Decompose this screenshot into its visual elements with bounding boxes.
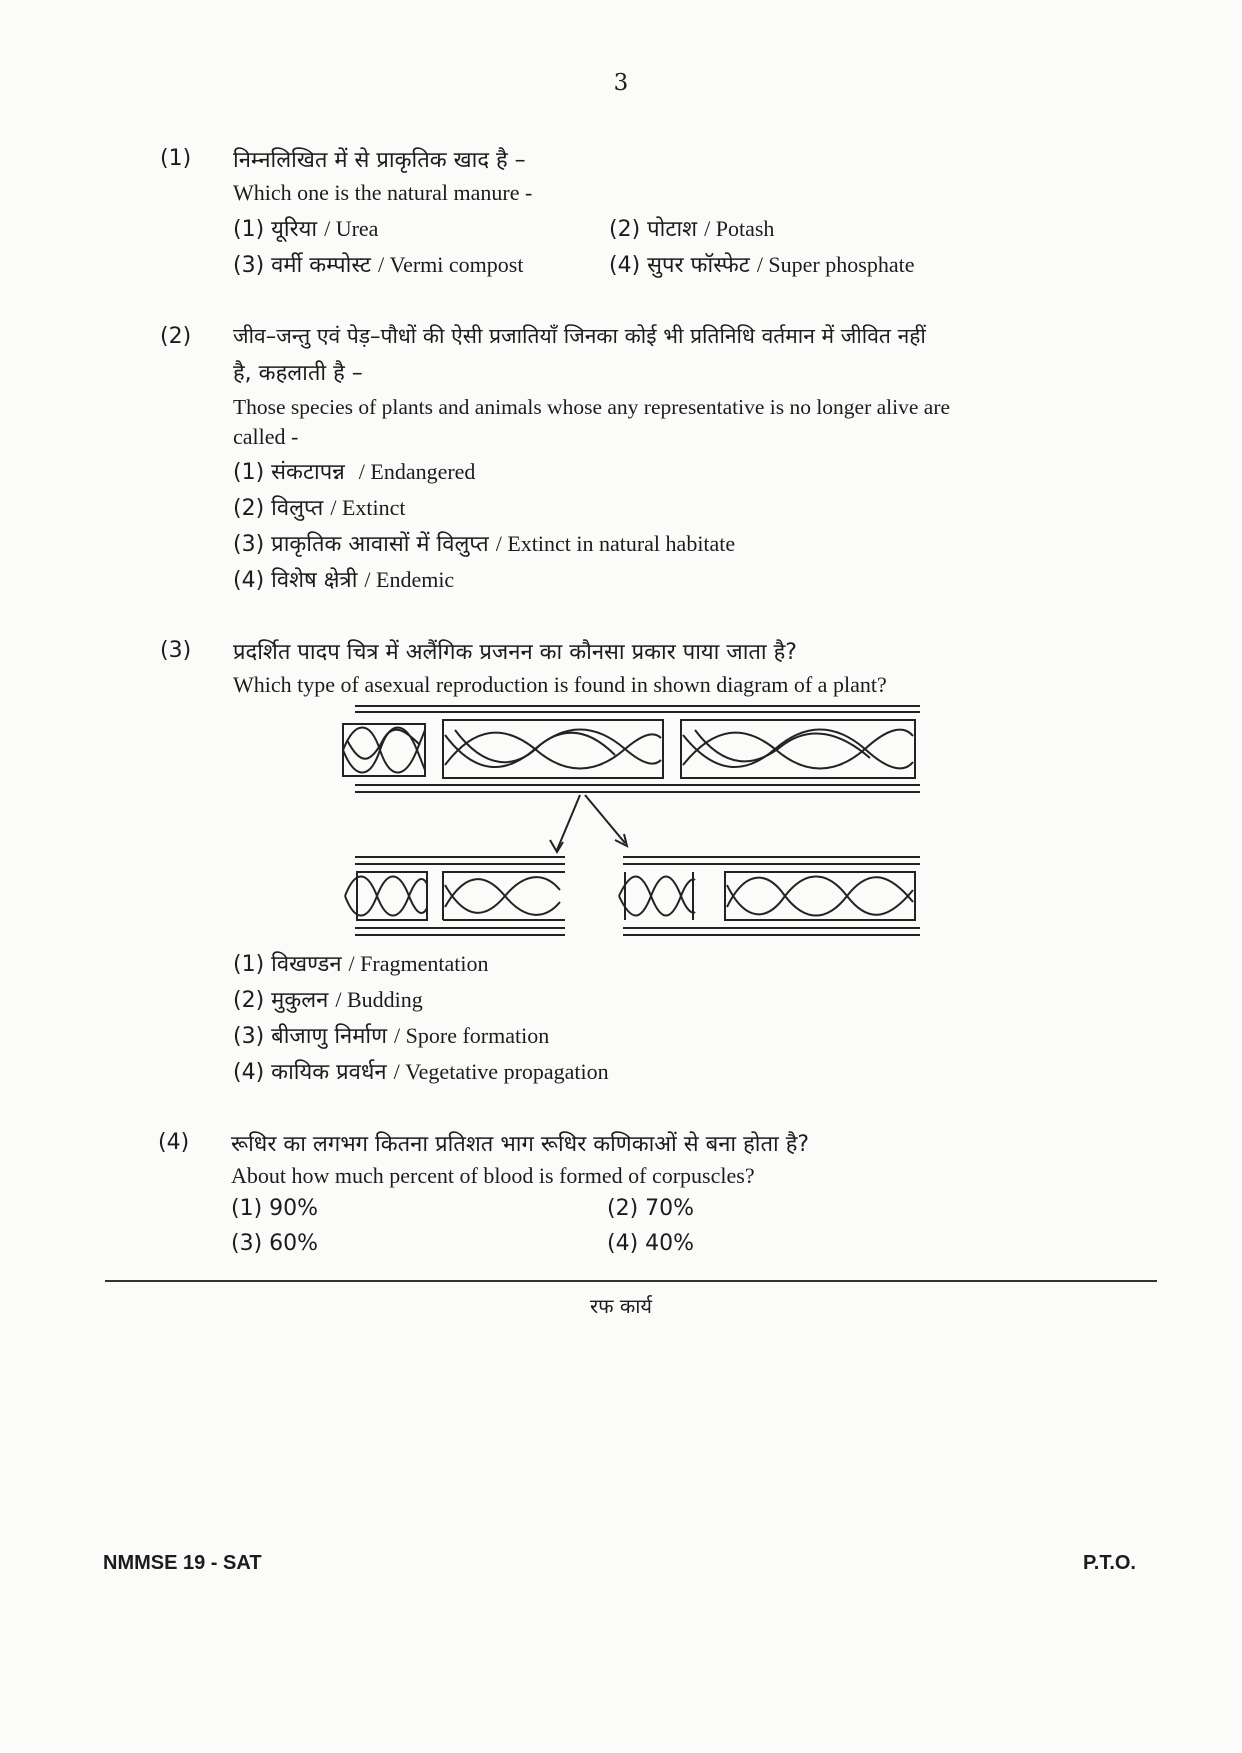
question-hindi: निम्नलिखित में से प्राकृतिक खाद है – bbox=[233, 148, 526, 173]
option-3[interactable]: (3) वर्मी कम्पोस्ट / Vermi compost bbox=[233, 252, 524, 278]
question-english: Which type of asexual reproduction is found in shown diagram of a plant? bbox=[233, 672, 887, 697]
question-english-line1: Those species of plants and animals whose any representative is no longer alive are bbox=[233, 395, 951, 419]
footer-exam-code: NMMSE 19 - SAT bbox=[103, 1552, 262, 1574]
option-2[interactable]: (2) पोटाश / Potash bbox=[609, 216, 775, 242]
question-hindi: प्रदर्शित पादप चित्र में अलैंगिक प्रजनन का कौनसा प्रकार पाया जाता है? bbox=[233, 640, 797, 665]
option-2[interactable]: (2) 70% bbox=[607, 1196, 695, 1221]
question-hindi-line1: जीव–जन्तु एवं पेड़–पौधों की ऐसी प्रजातियाँ जिनका कोई भी प्रतिनिधि वर्तमान में जीवित नहीं bbox=[233, 324, 926, 348]
footer-pto: P.T.O. bbox=[1083, 1552, 1136, 1574]
question-number: (2) bbox=[160, 324, 192, 349]
question-number: (3) bbox=[160, 638, 192, 663]
option-1[interactable]: (1) संकटापन्न / Endangered bbox=[233, 459, 476, 485]
question-number: (4) bbox=[158, 1130, 190, 1155]
option-1[interactable]: (1) 90% bbox=[231, 1196, 319, 1221]
option-3[interactable]: (3) प्राकृतिक आवासों में विलुप्त / Extinct in natural habitate bbox=[233, 531, 736, 557]
option-4[interactable]: (4) कायिक प्रवर्धन / Vegetative propagation bbox=[233, 1059, 609, 1085]
divider bbox=[105, 1280, 1157, 1282]
question-english: About how much percent of blood is formed of corpuscles? bbox=[231, 1163, 755, 1188]
rough-work-label: रफ कार्य bbox=[589, 1294, 653, 1318]
question-english: Which one is the natural manure - bbox=[233, 180, 533, 205]
question-english-line2: called - bbox=[233, 424, 299, 449]
option-3[interactable]: (3) 60% bbox=[231, 1231, 319, 1256]
option-2[interactable]: (2) विलुप्त / Extinct bbox=[233, 495, 406, 521]
option-4[interactable]: (4) 40% bbox=[607, 1231, 695, 1256]
option-1[interactable]: (1) विखण्डन / Fragmentation bbox=[233, 951, 489, 977]
question-hindi-line2: है, कहलाती है – bbox=[233, 361, 363, 386]
option-2[interactable]: (2) मुकुलन / Budding bbox=[233, 987, 423, 1013]
option-4[interactable]: (4) विशेष क्षेत्री / Endemic bbox=[233, 567, 455, 593]
option-1[interactable]: (1) यूरिया / Urea bbox=[233, 216, 379, 242]
page-number: 3 bbox=[613, 70, 629, 96]
question-number: (1) bbox=[160, 146, 192, 171]
option-4[interactable]: (4) सुपर फॉस्फेट / Super phosphate bbox=[609, 252, 915, 278]
question-hindi: रूधिर का लगभग कितना प्रतिशत भाग रूधिर कणिकाओं से बना होता है? bbox=[231, 1132, 810, 1157]
option-3[interactable]: (3) बीजाणु निर्माण / Spore formation bbox=[233, 1023, 550, 1049]
plant-fragmentation-diagram bbox=[335, 700, 925, 945]
